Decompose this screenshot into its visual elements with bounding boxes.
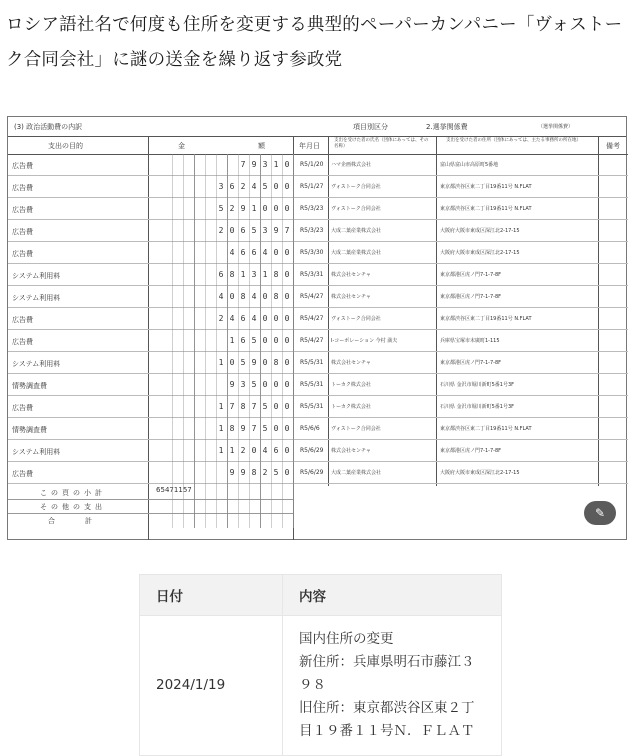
amount-digit: 5 <box>273 468 279 477</box>
amount-digit: 5 <box>262 182 268 191</box>
expense-amount <box>156 442 293 460</box>
amount-digit: 9 <box>251 160 257 169</box>
amount-digit: 5 <box>160 486 165 494</box>
table-row <box>8 154 628 176</box>
expense-purpose: 情勢調査費 <box>12 426 47 434</box>
amount-digit: 5 <box>251 380 257 389</box>
payee-name: 株式会社センチャ <box>331 272 371 278</box>
amount-digit: 6 <box>218 270 224 279</box>
table-row <box>8 220 628 242</box>
amount-digit: 4 <box>251 314 257 323</box>
amount-digit: 6 <box>240 336 246 345</box>
payee-name: 株式会社センチャ <box>331 448 371 454</box>
expense-purpose: システム利用料 <box>12 448 61 456</box>
table-row <box>8 242 628 264</box>
amount-digit: 3 <box>262 160 268 169</box>
expense-purpose: システム利用料 <box>12 272 61 280</box>
amount-digit: 5 <box>182 486 188 494</box>
expense-purpose: 広告費 <box>12 228 33 236</box>
table-header-date: 日付 <box>140 575 283 616</box>
payee-name: 大成二葉産業株式会社 <box>331 250 382 256</box>
amount-digit: 8 <box>240 402 246 411</box>
expense-amount <box>156 332 293 350</box>
amount-digit: 0 <box>284 314 290 323</box>
table-header-content: 内容 <box>283 575 502 616</box>
expense-purpose: 広告費 <box>12 470 33 478</box>
amount-digit: 0 <box>262 358 268 367</box>
expense-date: R5/6/6 <box>300 425 320 432</box>
amount-digit: 0 <box>273 182 279 191</box>
amount-digit: 1 <box>240 270 246 279</box>
subtotal-amount <box>156 486 293 500</box>
expense-purpose: 広告費 <box>12 162 33 170</box>
payee-address: 石川県 金沢市堀川新町5番1号3F <box>440 382 515 388</box>
amount-digit: 0 <box>284 446 290 455</box>
expense-amount <box>156 354 293 372</box>
table-row <box>8 330 628 352</box>
amount-digit: 1 <box>262 270 268 279</box>
amount-digit: 2 <box>218 314 224 323</box>
table-row <box>8 352 628 374</box>
amount-digit: 2 <box>240 182 246 191</box>
amount-digit: 4 <box>229 314 235 323</box>
amount-digit: 9 <box>229 468 235 477</box>
payee-address: 東京都渋谷区東二丁目19番11号 N.FLAT <box>440 316 532 322</box>
expense-purpose: 広告費 <box>12 184 33 192</box>
expense-date: R5/3/31 <box>300 271 324 278</box>
amount-digit: 0 <box>273 336 279 345</box>
amount-digit: 4 <box>262 248 268 257</box>
amount-digit: 1 <box>229 336 235 345</box>
amount-digit: 1 <box>229 446 235 455</box>
amount-digit: 0 <box>284 248 290 257</box>
payee-address: 東京都港区虎ノ門7-1-7-8F <box>440 360 502 366</box>
section-title: (3) 政治活動費の内訳 <box>14 123 83 131</box>
amount-digit: 4 <box>164 486 170 494</box>
payee-name: 株式会社センチャ <box>331 360 371 366</box>
amount-digit: 0 <box>262 314 268 323</box>
expense-amount <box>156 222 293 240</box>
payee-name: ヴォストーク合同会社 <box>331 426 381 432</box>
header-note: 備考 <box>598 136 628 155</box>
subtotal-row: この頁の小計 65471157 <box>8 486 293 500</box>
amount-digit: 0 <box>262 380 268 389</box>
expense-amount <box>156 178 293 196</box>
amount-digit: 0 <box>273 248 279 257</box>
total-row: 合計 <box>48 517 122 525</box>
amount-digit: 3 <box>218 182 224 191</box>
expense-date: R5/4/27 <box>300 315 324 322</box>
amount-digit: 9 <box>251 358 257 367</box>
expense-date: R5/4/27 <box>300 337 324 344</box>
amount-digit: 0 <box>273 204 279 213</box>
amount-digit: 6 <box>273 446 279 455</box>
payee-name: ハマ企画株式会社 <box>331 162 372 168</box>
expense-amount <box>156 266 293 284</box>
table-row <box>8 176 628 198</box>
expense-amount <box>156 464 293 482</box>
expense-date: R5/3/23 <box>300 227 324 234</box>
amount-digit: 0 <box>273 402 279 411</box>
payee-name: 株式会社センチャ <box>331 294 371 300</box>
amount-digit: 1 <box>218 424 224 433</box>
payee-address: 東京都港区虎ノ門7-1-7-8F <box>440 294 502 300</box>
amount-digit: 0 <box>262 336 268 345</box>
expense-purpose: システム利用料 <box>12 294 61 302</box>
expense-date: R5/3/23 <box>300 205 324 212</box>
table-row <box>8 286 628 308</box>
amount-digit: 0 <box>284 380 290 389</box>
magic-wand-icon[interactable]: ✎ <box>584 501 616 525</box>
table-row <box>140 616 502 756</box>
amount-digit: 1 <box>273 160 279 169</box>
payee-name: I-コーポレーション 今村 満夫 <box>331 338 398 344</box>
table-row <box>8 198 628 220</box>
amount-digit: 4 <box>229 248 235 257</box>
amount-digit: 0 <box>284 424 290 433</box>
expense-amount <box>156 420 293 438</box>
expense-date: R5/1/27 <box>300 183 324 190</box>
amount-digit: 1 <box>218 402 224 411</box>
expense-purpose: 広告費 <box>12 206 33 214</box>
amount-digit: 0 <box>229 292 235 301</box>
header-amount: 金 額 <box>148 136 293 155</box>
amount-digit: 3 <box>251 270 257 279</box>
amount-digit: 9 <box>240 204 246 213</box>
payee-address: 東京都渋谷区東二丁目19番11号 N.FLAT <box>440 426 532 432</box>
corner-note: （選挙関係費） <box>538 124 574 130</box>
expense-purpose: 広告費 <box>12 250 33 258</box>
amount-digit: 7 <box>187 486 192 494</box>
payee-address: 東京都渋谷区東二丁目19番11号 N.FLAT <box>440 206 532 212</box>
amount-digit: 0 <box>284 292 290 301</box>
amount-digit: 0 <box>284 182 290 191</box>
amount-digit: 4 <box>251 292 257 301</box>
payee-name: 大成二葉産業株式会社 <box>331 470 382 476</box>
table-row <box>8 308 628 330</box>
amount-digit: 5 <box>251 226 257 235</box>
expense-amount <box>156 200 293 218</box>
amount-digit: 7 <box>169 486 174 494</box>
amount-digit: 1 <box>178 486 183 494</box>
amount-digit: 0 <box>262 204 268 213</box>
table-row <box>8 396 628 418</box>
expense-amount <box>156 398 293 416</box>
amount-digit: 8 <box>229 424 235 433</box>
payee-name: ヴォストーク合同会社 <box>331 316 381 322</box>
amount-digit: 0 <box>284 358 290 367</box>
expense-date: R5/5/31 <box>300 403 324 410</box>
amount-digit: 0 <box>284 468 290 477</box>
amount-digit: 2 <box>218 226 224 235</box>
amount-digit: 9 <box>229 380 235 389</box>
amount-digit: 5 <box>218 204 224 213</box>
amount-digit: 7 <box>240 160 246 169</box>
expense-date: R5/1/20 <box>300 161 324 168</box>
expense-purpose: 広告費 <box>12 404 33 412</box>
other-row: その他の支出 <box>8 500 293 514</box>
content-title: 国内住所の変更 <box>299 631 394 647</box>
amount-digit: 2 <box>262 468 268 477</box>
amount-digit: 5 <box>262 424 268 433</box>
header-purpose: 支出の目的 <box>8 136 148 155</box>
amount-digit: 6 <box>229 182 235 191</box>
payee-address: 大阪府大阪市東成区深江北2-17-15 <box>440 470 520 476</box>
amount-digit: 8 <box>273 270 279 279</box>
category-value: 2.選挙関係費 <box>426 123 468 131</box>
table-row <box>8 440 628 462</box>
amount-digit: 0 <box>229 226 235 235</box>
expense-date: R5/5/31 <box>300 359 324 366</box>
amount-digit: 6 <box>240 248 246 257</box>
expense-purpose: 情勢調査費 <box>12 382 47 390</box>
amount-digit: 0 <box>284 204 290 213</box>
amount-digit: 4 <box>262 446 268 455</box>
amount-digit: 6 <box>156 486 161 494</box>
amount-digit: 0 <box>229 358 235 367</box>
header-date: 年月日 <box>293 136 328 155</box>
payee-name: 大成二葉産業株式会社 <box>331 228 382 234</box>
amount-digit: 5 <box>262 402 268 411</box>
amount-digit: 8 <box>229 270 235 279</box>
payee-address: 東京都港区虎ノ門7-1-7-8F <box>440 448 502 454</box>
amount-digit: 0 <box>284 402 290 411</box>
amount-digit: 9 <box>273 226 279 235</box>
table-row <box>8 418 628 440</box>
change-content <box>283 616 502 756</box>
expense-amount <box>156 244 293 262</box>
table-row <box>8 374 628 396</box>
payee-address: 大阪府大阪市東成区深江北2-17-15 <box>440 250 520 256</box>
amount-digit: 9 <box>240 424 246 433</box>
table-row <box>8 462 628 484</box>
expense-amount <box>156 288 293 306</box>
amount-digit: 3 <box>262 226 268 235</box>
amount-digit: 0 <box>284 270 290 279</box>
amount-digit: 8 <box>240 292 246 301</box>
payee-address: 兵庫県宝塚市末廣町1-115 <box>440 338 500 344</box>
amount-digit: 0 <box>273 424 279 433</box>
payee-name: ヴォストーク合同会社 <box>331 184 381 190</box>
content-new-address: 新住所：兵庫県明石市藤江３９８ <box>299 654 475 693</box>
amount-digit: 1 <box>251 204 257 213</box>
amount-digit: 2 <box>240 446 246 455</box>
expense-amount <box>156 156 293 174</box>
expense-purpose: システム利用料 <box>12 360 61 368</box>
amount-digit: 7 <box>229 402 235 411</box>
amount-digit: 7 <box>284 226 290 235</box>
change-date: 2024/1/19 <box>140 616 283 756</box>
expense-date: R5/6/29 <box>300 469 324 476</box>
amount-digit: 0 <box>273 380 279 389</box>
scanned-expense-document <box>7 116 627 540</box>
payee-name: トーカク株式会社 <box>331 382 371 388</box>
amount-digit: 9 <box>240 468 246 477</box>
payee-address: 石川県 金沢市堀川新町5番1号3F <box>440 404 515 410</box>
expense-purpose: 広告費 <box>12 338 33 346</box>
table-row <box>8 264 628 286</box>
payee-name: トーカク株式会社 <box>331 404 371 410</box>
expense-amount <box>156 310 293 328</box>
amount-digit: 0 <box>251 446 257 455</box>
content-old-address: 旧住所：東京都渋谷区東２丁目１９番１１号Ｎ．ＦＬＡＴ <box>299 700 475 739</box>
amount-digit: 1 <box>218 446 224 455</box>
payee-address: 富山県富山市高原町5番地 <box>440 162 499 168</box>
amount-digit: 7 <box>251 402 257 411</box>
amount-digit: 8 <box>273 358 279 367</box>
payee-address: 東京都渋谷区東二丁目19番11号 N.FLAT <box>440 184 532 190</box>
amount-digit: 7 <box>251 424 257 433</box>
amount-digit: 8 <box>251 468 257 477</box>
amount-digit: 6 <box>251 248 257 257</box>
amount-digit: 2 <box>229 204 235 213</box>
payee-address: 東京都港区虎ノ門7-1-7-8F <box>440 272 502 278</box>
header-payee: 支出を受けた者の氏名（団体にあっては、その名称） <box>328 136 436 155</box>
payee-name: ヴォストーク合同会社 <box>331 206 381 212</box>
expense-amount <box>156 376 293 394</box>
article-headline: ロシア語社名で何度も住所を変更する典型的ペーパーカンパニー「ヴォストーク合同会社」に謎の送金を繰り返す参政党 <box>6 15 623 70</box>
amount-digit: 0 <box>284 160 290 169</box>
address-change-table <box>139 574 502 756</box>
amount-digit: 4 <box>218 292 224 301</box>
amount-digit: 5 <box>240 358 246 367</box>
amount-digit: 1 <box>218 358 224 367</box>
amount-digit: 8 <box>273 292 279 301</box>
expense-purpose: 広告費 <box>12 316 33 324</box>
amount-digit: 3 <box>240 380 246 389</box>
amount-digit: 0 <box>262 292 268 301</box>
expense-date: R5/4/27 <box>300 293 324 300</box>
expense-date: R5/5/31 <box>300 381 324 388</box>
payee-address: 大阪府大阪市東成区深江北2-17-15 <box>440 228 520 234</box>
amount-digit: 1 <box>173 486 179 494</box>
document-topbar <box>8 117 626 137</box>
expense-date: R5/6/29 <box>300 447 324 454</box>
category-label: 項目別区分 <box>353 123 388 131</box>
header-address: 支出を受けた者の住所（団体にあっては、主たる事務所の所在地） <box>436 136 598 155</box>
expense-date: R5/3/30 <box>300 249 324 256</box>
amount-digit: 4 <box>251 182 257 191</box>
amount-digit: 6 <box>240 314 246 323</box>
amount-digit: 0 <box>284 336 290 345</box>
amount-digit: 6 <box>240 226 246 235</box>
amount-digit: 5 <box>251 336 257 345</box>
amount-digit: 0 <box>273 314 279 323</box>
